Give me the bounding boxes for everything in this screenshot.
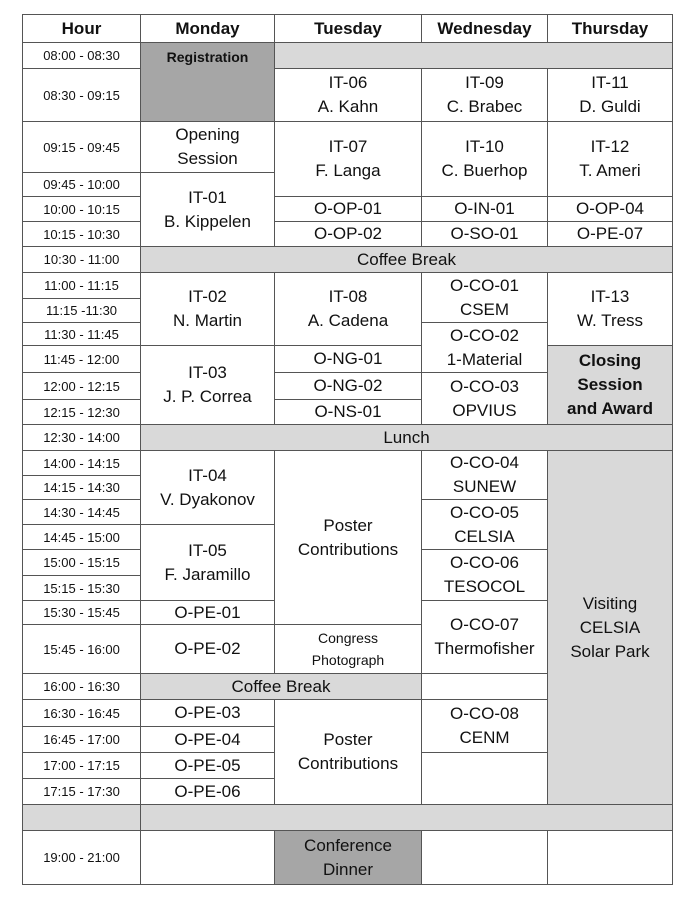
hour-cell-line-1: 16:30 - 16:45 <box>43 705 120 721</box>
hour-cell <box>22 272 141 299</box>
talk-o-co-07 <box>421 600 548 674</box>
talk-it-02 <box>140 272 275 346</box>
hour-cell <box>22 196 141 222</box>
congress-photograph-line-1: Congress <box>318 630 378 646</box>
poster-contributions-2-line-2: Contributions <box>297 754 399 773</box>
talk-it-04-line-1: IT-04 <box>188 465 227 485</box>
header-tuesday-line-1: Tuesday <box>314 18 382 38</box>
header-wednesday <box>421 14 548 43</box>
hour-cell <box>22 121 141 173</box>
header-monday-line-1: Monday <box>175 18 240 38</box>
talk-it-07-line-2: F. Langa <box>315 161 381 180</box>
talk-o-ng-02 <box>274 372 422 400</box>
header-hour-line-1: Hour <box>61 18 102 38</box>
poster-contributions-1-line-1: Poster <box>323 515 373 535</box>
hour-cell <box>22 830 141 885</box>
hour-cell-line-1: 15:15 - 15:30 <box>43 580 120 596</box>
conference-dinner-line-1: Conference <box>304 835 392 855</box>
talk-o-in-01 <box>421 196 548 222</box>
hour-cell <box>22 804 141 831</box>
conference-dinner <box>274 830 422 885</box>
talk-o-op-04 <box>547 196 673 222</box>
talk-it-06-line-1: IT-06 <box>328 73 368 92</box>
talk-o-co-06-line-2: TESOCOL <box>443 577 526 596</box>
schedule-grid <box>22 14 672 884</box>
talk-it-01-line-1: IT-01 <box>188 187 227 207</box>
talk-it-01-line-2: B. Kippelen <box>164 211 251 231</box>
hour-cell <box>22 372 141 400</box>
hour-cell-line-1: 10:00 - 10:15 <box>43 201 120 217</box>
talk-o-pe-04-line-1: O-PE-04 <box>174 729 241 749</box>
opening-session-line-2: Session <box>177 149 238 168</box>
talk-o-co-05-line-1: O-CO-05 <box>450 502 519 522</box>
talk-o-op-02-line-1: O-OP-02 <box>313 224 383 243</box>
poster-contributions-2 <box>274 699 422 805</box>
empty-cell <box>421 830 548 885</box>
hour-cell <box>22 699 141 727</box>
hour-cell-line-1: 16:00 - 16:30 <box>43 679 120 694</box>
talk-it-06-line-2: A. Kahn <box>317 97 379 116</box>
hour-cell-line-1: 19:00 - 21:00 <box>43 850 120 865</box>
talk-o-ng-01-line-1: O-NG-01 <box>313 349 383 368</box>
hour-cell <box>22 221 141 247</box>
talk-it-10-line-2: C. Buerhop <box>441 161 528 180</box>
talk-it-06 <box>274 68 422 122</box>
talk-it-02-line-1: IT-02 <box>188 287 227 306</box>
hour-cell-line-1: 17:15 - 17:30 <box>43 784 120 799</box>
hour-cell-line-1: 15:30 - 15:45 <box>43 605 120 620</box>
talk-o-pe-07 <box>547 221 673 247</box>
lunch-break-line-1: Lunch <box>383 427 430 447</box>
hour-cell <box>22 752 141 779</box>
conference-dinner-line-2: Dinner <box>322 859 374 879</box>
visiting-celsia-solar-park-line-1: Visiting <box>582 593 638 613</box>
hour-cell-line-1: 11:45 - 12:00 <box>43 351 120 367</box>
talk-it-08-line-2: A. Cadena <box>307 311 389 330</box>
hour-cell <box>22 424 141 451</box>
talk-o-co-02 <box>421 322 548 373</box>
talk-o-pe-06-line-1: O-PE-06 <box>174 781 241 801</box>
talk-o-pe-05 <box>140 752 275 779</box>
closing-session-award-line-2: Session <box>577 375 643 394</box>
talk-it-04 <box>140 450 275 525</box>
talk-o-co-05 <box>421 499 548 550</box>
talk-it-03-line-2: J. P. Correa <box>163 387 252 406</box>
talk-o-co-07-line-2: Thermofisher <box>434 639 535 658</box>
talk-it-04-line-2: V. Dyakonov <box>160 489 255 509</box>
hour-cell <box>22 600 141 625</box>
conference-schedule-table <box>22 14 672 884</box>
closing-session-award-line-3: and Award <box>567 399 653 418</box>
hour-cell-line-1: 11:15 -11:30 <box>45 303 118 318</box>
talk-it-03 <box>140 345 275 425</box>
hour-cell-line-1: 11:30 - 11:45 <box>44 326 119 342</box>
talk-o-pe-02-line-1: O-PE-02 <box>174 639 241 658</box>
hour-cell <box>22 499 141 525</box>
talk-it-13 <box>547 272 673 346</box>
talk-it-07-line-1: IT-07 <box>328 137 368 156</box>
talk-it-11-line-2: D. Guldi <box>579 97 641 116</box>
congress-photograph-line-2: Photograph <box>311 652 385 668</box>
talk-it-05 <box>140 524 275 601</box>
hour-cell-line-1: 09:45 - 10:00 <box>43 177 120 192</box>
visiting-celsia-solar-park <box>547 450 673 805</box>
hour-cell-line-1: 08:30 - 09:15 <box>43 87 120 103</box>
talk-o-pe-02 <box>140 624 275 674</box>
hour-cell <box>22 68 141 122</box>
hour-cell <box>22 575 141 601</box>
talk-o-pe-03 <box>140 699 275 727</box>
registration-cell <box>140 42 275 122</box>
hour-cell <box>22 726 141 753</box>
talk-o-co-01-line-2: CSEM <box>459 299 510 319</box>
hour-cell <box>22 778 141 805</box>
poster-contributions-2-line-1: Poster <box>323 730 373 749</box>
talk-o-op-01 <box>274 196 422 222</box>
talk-o-in-01-line-1: O-IN-01 <box>454 199 515 218</box>
talk-o-co-04 <box>421 450 548 500</box>
talk-it-02-line-2: N. Martin <box>173 311 242 330</box>
talk-o-pe-07-line-1: O-PE-07 <box>576 224 644 243</box>
coffee-break-morning-line-1: Coffee Break <box>357 249 456 269</box>
talk-o-pe-05-line-1: O-PE-05 <box>174 755 241 775</box>
talk-it-07 <box>274 121 422 197</box>
empty-cell <box>547 830 673 885</box>
talk-o-co-03 <box>421 372 548 425</box>
talk-it-12-line-2: T. Ameri <box>579 161 641 180</box>
hour-cell <box>22 322 141 346</box>
talk-o-co-01 <box>421 272 548 323</box>
talk-it-10-line-1: IT-10 <box>465 137 504 156</box>
closing-session-award <box>547 345 673 425</box>
hour-cell-line-1: 14:30 - 14:45 <box>43 504 120 520</box>
talk-o-pe-03-line-1: O-PE-03 <box>174 703 241 722</box>
hour-cell <box>22 450 141 476</box>
hour-cell <box>22 475 141 500</box>
talk-o-co-04-line-2: SUNEW <box>452 477 517 496</box>
talk-o-ng-01 <box>274 345 422 373</box>
hour-cell-line-1: 15:00 - 15:15 <box>43 555 120 570</box>
talk-o-ng-02-line-1: O-NG-02 <box>313 376 383 395</box>
talk-o-co-04-line-1: O-CO-04 <box>450 453 519 472</box>
talk-o-co-07-line-1: O-CO-07 <box>450 615 519 634</box>
talk-o-co-02-line-1: O-CO-02 <box>450 325 519 345</box>
header-hour <box>22 14 141 43</box>
hour-cell-line-1: 12:15 - 12:30 <box>43 404 120 420</box>
coffee-break-morning <box>140 246 673 273</box>
header-thursday-line-1: Thursday <box>571 18 649 38</box>
coffee-break-afternoon-line-1: Coffee Break <box>231 676 331 696</box>
talk-o-pe-01 <box>140 600 275 625</box>
hour-cell <box>22 246 141 273</box>
empty-cell <box>421 752 548 805</box>
talk-it-01 <box>140 172 275 247</box>
hour-cell-line-1: 08:00 - 08:30 <box>43 48 120 63</box>
empty-cell <box>140 830 275 885</box>
talk-o-ns-01 <box>274 399 422 425</box>
hour-cell-line-1: 10:15 - 10:30 <box>43 226 120 242</box>
talk-it-10 <box>421 121 548 197</box>
hour-cell <box>22 524 141 550</box>
talk-o-co-03-line-2: OPVIUS <box>452 400 517 420</box>
talk-it-03-line-1: IT-03 <box>188 363 227 382</box>
lunch-break <box>140 424 673 451</box>
hour-cell-line-1: 09:15 - 09:45 <box>43 139 120 155</box>
talk-it-11 <box>547 68 673 122</box>
header-wednesday-line-1: Wednesday <box>437 18 532 38</box>
talk-it-05-line-1: IT-05 <box>188 540 227 560</box>
talk-o-co-08-line-1: O-CO-08 <box>450 704 519 723</box>
closing-session-award-line-1: Closing <box>578 351 642 370</box>
talk-o-pe-01-line-1: O-PE-01 <box>174 602 241 622</box>
hour-cell <box>22 172 141 197</box>
hour-cell <box>22 298 141 323</box>
hour-cell-line-1: 16:45 - 17:00 <box>43 732 120 747</box>
hour-cell-line-1: 15:45 - 16:00 <box>43 641 120 657</box>
talk-o-ns-01-line-1: O-NS-01 <box>314 402 382 421</box>
talk-o-co-06 <box>421 549 548 601</box>
hour-cell <box>22 399 141 425</box>
talk-o-op-02 <box>274 221 422 247</box>
coffee-break-afternoon <box>140 673 422 700</box>
hour-cell-line-1: 12:00 - 12:15 <box>43 378 120 394</box>
header-thursday <box>547 14 673 43</box>
talk-it-12 <box>547 121 673 197</box>
talk-o-op-04-line-1: O-OP-04 <box>575 199 645 218</box>
opening-session <box>140 121 275 173</box>
talk-o-so-01-line-1: O-SO-01 <box>450 224 519 243</box>
talk-o-co-05-line-2: CELSIA <box>454 526 515 546</box>
talk-o-so-01 <box>421 221 548 247</box>
hour-cell-line-1: 17:00 - 17:15 <box>43 758 120 773</box>
opening-session-line-1: Opening <box>175 125 240 144</box>
talk-o-co-01-line-1: O-CO-01 <box>450 275 519 295</box>
talk-it-09 <box>421 68 548 122</box>
header-tuesday <box>274 14 422 43</box>
talk-it-08-line-1: IT-08 <box>328 287 368 306</box>
hour-cell-line-1: 10:30 - 11:00 <box>43 252 120 267</box>
hour-cell <box>22 549 141 576</box>
hour-cell <box>22 42 141 69</box>
hour-cell-line-1: 14:45 - 15:00 <box>43 529 120 545</box>
talk-it-09-line-1: IT-09 <box>465 73 504 92</box>
talk-o-co-08 <box>421 699 548 753</box>
poster-contributions-1 <box>274 450 422 625</box>
hour-cell <box>22 624 141 674</box>
registration-cell-line-1: Registration <box>166 49 249 65</box>
talk-it-08 <box>274 272 422 346</box>
header-monday <box>140 14 275 43</box>
poster-contributions-1-line-2: Contributions <box>297 539 399 559</box>
talk-o-co-03-line-1: O-CO-03 <box>450 376 519 396</box>
talk-o-pe-04 <box>140 726 275 753</box>
hour-cell-line-1: 12:30 - 14:00 <box>43 430 120 445</box>
separator-band <box>140 804 673 831</box>
talk-it-05-line-2: F. Jaramillo <box>164 564 251 584</box>
talk-it-11-line-1: IT-11 <box>591 73 629 92</box>
congress-photograph <box>274 624 422 674</box>
talk-o-co-08-line-2: CENM <box>459 728 510 747</box>
visiting-celsia-solar-park-line-3: Solar Park <box>570 641 650 661</box>
visiting-celsia-solar-park-line-2: CELSIA <box>579 617 641 637</box>
talk-o-co-06-line-1: O-CO-06 <box>450 553 519 572</box>
talk-it-13-line-2: W. Tress <box>576 311 644 330</box>
hour-cell-line-1: 11:00 - 11:15 <box>44 278 119 293</box>
talk-o-op-01-line-1: O-OP-01 <box>313 199 383 218</box>
hour-cell <box>22 345 141 373</box>
talk-it-12-line-1: IT-12 <box>590 137 630 156</box>
hour-cell-line-1: 14:15 - 14:30 <box>43 480 120 495</box>
talk-it-13-line-1: IT-13 <box>590 287 630 306</box>
talk-o-pe-06 <box>140 778 275 805</box>
hour-cell <box>22 673 141 700</box>
talk-o-co-02-line-2: 1-Material <box>446 349 523 369</box>
hour-cell-line-1: 14:00 - 14:15 <box>43 455 120 471</box>
blank-band <box>274 42 673 69</box>
talk-it-09-line-2: C. Brabec <box>446 97 523 116</box>
